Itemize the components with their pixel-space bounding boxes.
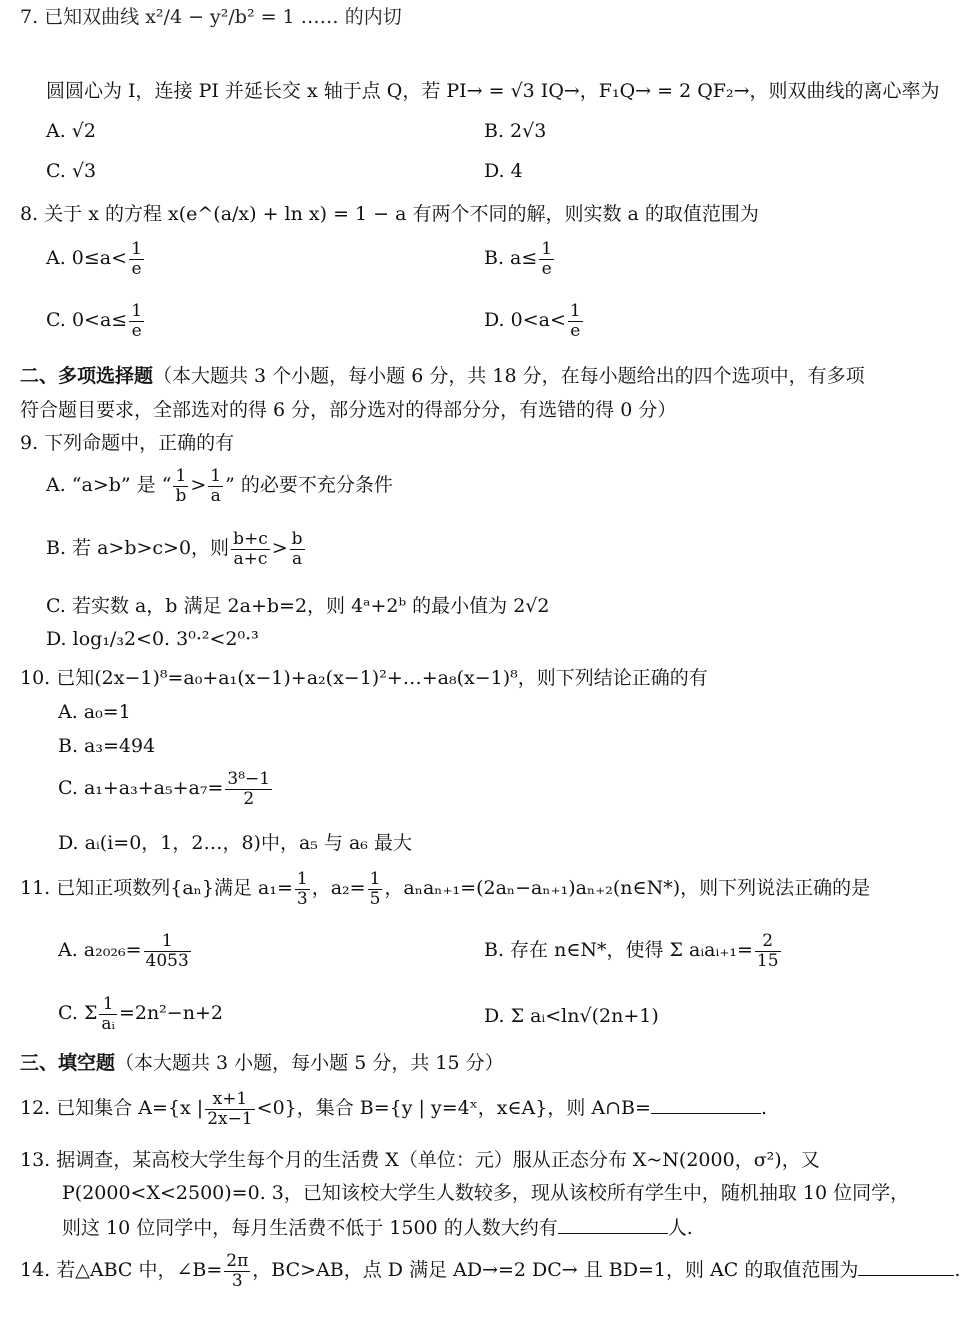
numerator: b+c <box>233 529 268 549</box>
fraction <box>225 770 272 808</box>
q11-stem-tail: ，aₙaₙ₊₁=(2aₙ−aₙ₊₁)aₙ₊₂(n∈N*)，则下列说法正确的是 <box>384 877 871 900</box>
denominator: 2 <box>243 788 255 809</box>
fraction <box>224 1252 250 1290</box>
denominator: aᵢ <box>101 1013 115 1034</box>
answer-blank[interactable] <box>858 1257 954 1276</box>
fraction <box>129 240 144 278</box>
denominator: b <box>175 485 187 506</box>
q11-option-a <box>58 932 193 970</box>
q11-a-text: A. a₂₀₂₆= <box>58 939 142 962</box>
numerator: 1 <box>173 467 188 487</box>
q7-option-d: D. 4 <box>484 160 523 182</box>
numerator: 1 <box>99 995 117 1015</box>
q10-stem: 10. 已知(2x−1)⁸=a₀+a₁(x−1)+a₂(x−1)²+…+a₈(x−1)⁸，则下列结论正确的有 <box>20 667 708 689</box>
fraction <box>129 302 144 340</box>
q12 <box>20 1090 767 1128</box>
q9-a-tail: ” 的必要不充分条件 <box>225 474 393 497</box>
numerator: 1 <box>296 869 308 889</box>
q9-option-c: C. 若实数 a，b 满足 2a+b=2，则 4ᵃ+2ᵇ 的最小值为 2√2 <box>46 595 550 617</box>
q10-option-a: A. a₀=1 <box>58 701 131 723</box>
numerator: x+1 <box>205 1090 254 1110</box>
fraction <box>208 467 223 505</box>
q8-d-text: D. 0<a< <box>484 309 566 332</box>
fraction <box>99 995 117 1033</box>
q11-stem-mid: ，a₂= <box>311 877 366 900</box>
q10-option-c <box>58 770 274 808</box>
q8-option-c <box>46 302 146 340</box>
fraction <box>173 467 188 505</box>
numerator: 1 <box>569 301 581 321</box>
q9-option-d: D. log₁/₃2<0. 3⁰·²<2⁰·³ <box>46 628 259 650</box>
q11-stem <box>20 870 870 908</box>
q11-option-c <box>58 995 223 1033</box>
q11-stem-text: 11. 已知正项数列{aₙ}满足 a₁= <box>20 877 293 900</box>
section-3-header <box>20 1052 504 1075</box>
q10-option-b: B. a₃=494 <box>58 735 156 757</box>
q13-text: 则这 10 位同学中，每月生活费不低于 1500 的人数大约有 <box>62 1217 558 1239</box>
q14-text: 14. 若△ABC 中，∠B= <box>20 1259 223 1282</box>
q11-option-d: D. Σ aᵢ<ln√(2n+1) <box>484 1005 659 1027</box>
fraction <box>755 932 781 970</box>
section-2-desc: （本大题共 3 个小题，每小题 6 分，共 18 分，在每小题给出的四个选项中，有多项 <box>153 365 865 387</box>
q7-stem: 圆圆心为 I，连接 PI 并延长交 x 轴于点 Q，若 PI→ = √3 IQ→，F₁Q→ = 2 QF₂→，则双曲线的离心率为 <box>46 80 940 102</box>
q9-stem: 9. 下列命题中，正确的有 <box>20 432 235 454</box>
fraction <box>205 1090 254 1128</box>
q11-b-text: B. 存在 n∈N*，使得 Σ aᵢaᵢ₊₁= <box>484 939 753 962</box>
denominator: e <box>541 258 552 279</box>
cropped-top-line <box>20 0 940 28</box>
denominator: a <box>210 485 221 506</box>
q8-option-d <box>484 302 585 340</box>
section-2-header <box>20 365 865 388</box>
section-2-title: 二、多项选择题 <box>20 365 154 387</box>
denominator: 3 <box>296 888 308 909</box>
q8-option-b <box>484 240 556 278</box>
denominator: 5 <box>369 888 381 909</box>
q8-stem: 8. 关于 x 的方程 x(e^(a/x) + ln x) = 1 − a 有两个不同的解，则实数 a 的取值范围为 <box>20 203 759 225</box>
q7-option-a: A. √2 <box>46 120 96 142</box>
numerator: 2π <box>226 1251 249 1271</box>
q10-option-d: D. aᵢ(i=0，1，2…，8)中，a₅ 与 a₆ 最大 <box>58 832 412 854</box>
q9-option-a: A. “a>b” 是 “ $\frac{1}{b}$ > $\frac{1}{a}$ ” 的必要不充分条件 <box>46 466 393 506</box>
q9-b-text: B. 若 a>b>c>0，则 <box>46 537 230 560</box>
q14-end: . <box>954 1259 960 1282</box>
q12-end: . <box>760 1097 767 1120</box>
fraction <box>368 870 383 908</box>
answer-blank[interactable] <box>651 1095 761 1114</box>
denominator: 15 <box>756 950 779 971</box>
numerator: 1 <box>144 932 191 952</box>
section-3-desc: （本大题共 3 小题，每小题 5 分，共 15 分） <box>115 1052 504 1074</box>
fraction <box>231 530 270 568</box>
numerator: 1 <box>541 239 553 259</box>
fraction <box>295 870 310 908</box>
q9-a-text: A. “a>b” 是 “ <box>46 474 172 497</box>
denominator: 3 <box>231 1270 243 1291</box>
denominator: e <box>570 320 581 341</box>
numerator: b <box>291 529 303 549</box>
section-3-title: 三、填空题 <box>20 1052 116 1074</box>
denominator: a <box>292 548 303 569</box>
numerator: 1 <box>131 239 142 259</box>
q9-option-b: B. 若 a>b>c>0，则 $\frac{b+c}{a+c}$ > $\frac{b}{a}$ <box>46 529 303 569</box>
numerator: 2 <box>755 932 781 952</box>
q8-a-text: A. 0≤a< <box>46 247 128 270</box>
fraction <box>568 302 583 340</box>
cropped-text: 7. 已知双曲线 x²/4 − y²/b² = 1 …… 的内切 <box>20 6 402 28</box>
q13-end: 人. <box>667 1217 693 1239</box>
denominator: a+c <box>233 548 268 569</box>
q7-option-b: B. 2√3 <box>484 120 547 142</box>
q11-option-b <box>484 932 783 970</box>
numerator: 1 <box>369 869 381 889</box>
fraction <box>144 932 191 970</box>
q8-b-text: B. a≤ <box>484 247 538 270</box>
q13-line-3 <box>62 1215 693 1240</box>
q10-c-text: C. a₁+a₃+a₅+a₇= <box>58 777 224 800</box>
q12-text-tail: <0}，集合 B={y | y=4ˣ，x∈A}，则 A∩B= <box>256 1097 651 1120</box>
q12-text: 12. 已知集合 A={x | <box>20 1097 204 1120</box>
numerator: 1 <box>131 301 143 321</box>
section-2-desc-2: 符合题目要求，全部选对的得 6 分，部分选对的得部分分，有选错的得 0 分） <box>20 399 677 421</box>
q7-option-c: C. √3 <box>46 160 97 182</box>
q13-line-1: 13. 据调查，某高校大学生每个月的生活费 X（单位：元）服从正态分布 X~N(2000，σ²)，又 <box>20 1149 820 1171</box>
q8-c-text: C. 0<a≤ <box>46 309 128 332</box>
q14-text-tail: ，BC>AB，点 D 满足 AD→=2 DC→ 且 BD=1，则 AC 的取值范围为 <box>252 1259 859 1282</box>
denominator: 4053 <box>145 950 189 971</box>
q8-option-a <box>46 240 146 278</box>
q11-c-tail: =2n²−n+2 <box>118 1002 223 1025</box>
numerator: 1 <box>210 466 222 486</box>
denominator: e <box>131 258 142 279</box>
q11-c-text: C. Σ <box>58 1002 98 1025</box>
q14 <box>20 1252 960 1290</box>
fraction <box>290 530 305 568</box>
fraction <box>539 240 554 278</box>
numerator: 3⁸−1 <box>227 769 271 789</box>
answer-blank[interactable] <box>558 1215 668 1234</box>
denominator: 2x−1 <box>207 1108 253 1129</box>
q13-line-2: P(2000<X<2500)=0. 3，已知该校大学生人数较多，现从该校所有学生中，随机抽取 10 位同学， <box>62 1182 910 1204</box>
denominator: e <box>131 320 142 341</box>
